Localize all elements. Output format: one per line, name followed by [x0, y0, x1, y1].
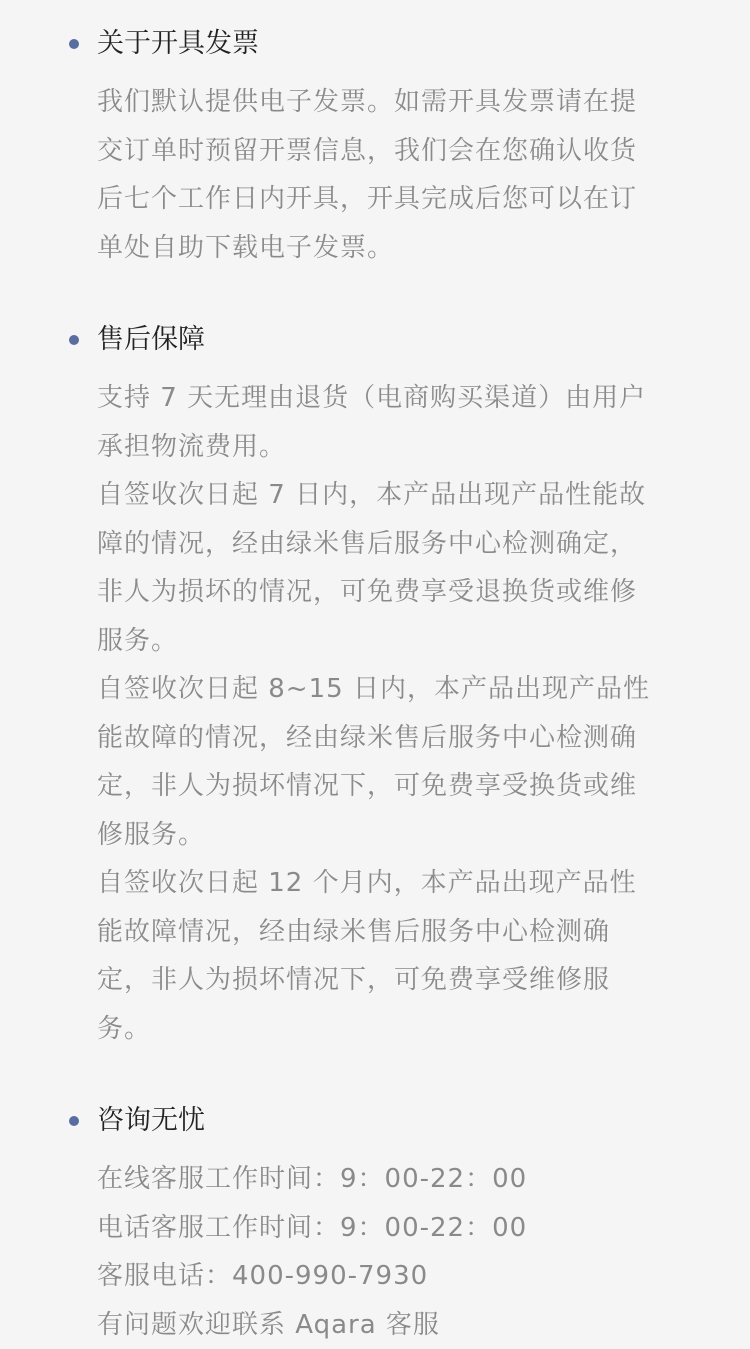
after-sales-12-month-policy: 自签收次日起 12 个月内，本产品出现产品性能故障情况，经由绿米售后服务中心检测确定，非人为损坏情况下，可免费享受维修服务。: [97, 859, 660, 1053]
phone-service-hours: 电话客服工作时间：9：00-22：00: [97, 1204, 660, 1253]
consult-section: [0, 1099, 750, 1349]
after-sales-15-day-policy: 自签收次日起 8~15 日内，本产品出现产品性能故障的情况，经由绿米售后服务中心检测确定，非人为损坏情况下，可免费享受换货或维修服务。: [97, 665, 660, 859]
invoice-text: 我们默认提供电子发票。如需开具发票请在提交订单时预留开票信息，我们会在您确认收货后七个工作日内开具，开具完成后您可以在订单处自助下载电子发票。: [97, 78, 660, 272]
bullet-dot-icon: [69, 335, 79, 345]
invoice-title: 关于开具发票: [97, 28, 259, 59]
bullet-dot-icon: [69, 39, 79, 49]
bullet-dot-icon: [69, 1116, 79, 1126]
invoice-section-header: [97, 22, 660, 66]
consult-section-header: [97, 1099, 660, 1143]
after-sales-section-header: [97, 318, 660, 362]
after-sales-section: [0, 318, 750, 1053]
online-service-hours: 在线客服工作时间：9：00-22：00: [97, 1155, 660, 1204]
after-sales-title: 售后保障: [97, 324, 205, 355]
after-sales-return-policy: 支持 7 天无理由退货（电商购买渠道）由用户承担物流费用。: [97, 374, 660, 471]
service-phone-number: 客服电话：400-990-7930: [97, 1252, 660, 1301]
invoice-section: [0, 22, 750, 272]
consult-title: 咨询无忧: [97, 1105, 205, 1136]
contact-aqara-note: 有问题欢迎联系 Aqara 客服: [97, 1301, 660, 1349]
after-sales-7-day-policy: 自签收次日起 7 日内，本产品出现产品性能故障的情况，经由绿米售后服务中心检测确定，非人为损坏的情况，可免费享受退换货或维修服务。: [97, 471, 660, 665]
